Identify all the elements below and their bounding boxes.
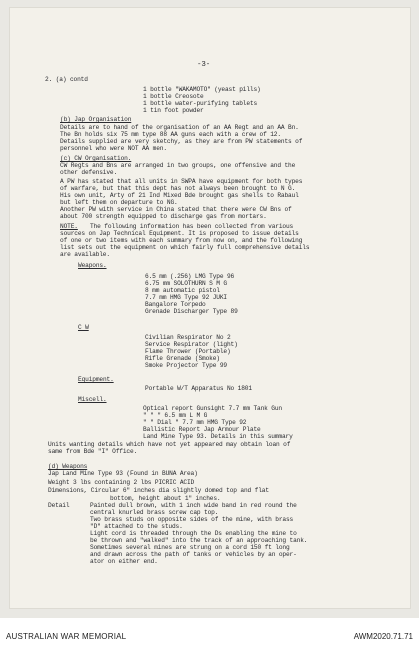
detail-label: Detail xyxy=(48,502,70,509)
reference-number: AWM2020.71.71 xyxy=(353,632,413,641)
body-line: Light cord is threaded through the Ds enabling the mine to xyxy=(90,530,297,537)
list-item: " " Dial " 7.7 mm HMG Type 92 xyxy=(143,419,247,426)
list-item: 6.75 mm SOLOTHURN S M G xyxy=(145,280,227,287)
body-line: Details supplied are very sketchy, as they are from PW statements of xyxy=(60,138,303,145)
body-line: sources on Jap Technical Equipment. It is proposed to issue details xyxy=(60,230,299,237)
list-item: 1 bottle water-purifying tablets xyxy=(143,100,258,107)
section-c-heading: (c) CW Organisation. xyxy=(60,155,132,162)
body-line: Another PW with service in China stated that there were CW Bns of xyxy=(60,206,292,213)
list-item: Land Mine Type 93. Details in this summary xyxy=(143,433,293,440)
body-line: of warfare, but that this dept has not always been brought to N G. xyxy=(60,185,296,192)
body-line: Units wanting details which have not yet appeared may obtain loan of xyxy=(48,441,291,448)
list-item: Portable W/T Apparatus No 1801 xyxy=(145,385,252,392)
section-d-heading: (d) Weapons xyxy=(48,463,88,470)
list-item: 6.5 mm (.256) LMG Type 96 xyxy=(145,273,235,280)
list-item: Grenade Discharger Type 89 xyxy=(145,308,238,315)
list-item: 7.7 mm HMG Type 92 JUKI xyxy=(145,294,227,301)
body-line: A PW has stated that all units in SWPA have equipment for both types xyxy=(60,178,303,185)
body-line: Jap Land Mine Type 93 (Found in BUNA Area) xyxy=(48,470,198,477)
body-line: His own unit, Arty of 21 Ind Mixed Bde brought gas shells to Rabaul xyxy=(60,192,299,199)
body-line: Weight 3 lbs containing 2 lbs PICRIC ACID xyxy=(48,479,195,486)
document-page xyxy=(10,8,410,608)
body-line: CW Regts and Bns are arranged in two groups, one offensive and the xyxy=(60,162,296,169)
page-number: -3- xyxy=(197,61,211,69)
section-b-heading: (b) Jap Organisation xyxy=(60,116,132,123)
body-line: ator on either end. xyxy=(90,558,158,565)
body-line: "D" attached to the studs. xyxy=(90,523,183,530)
list-item: Civilian Respirator No 2 xyxy=(145,334,231,341)
equipment-heading: Equipment. xyxy=(78,376,114,383)
body-line: other defensive. xyxy=(60,169,118,176)
body-line: and drawn across the path of tanks or vehicles by an oper- xyxy=(90,551,297,558)
list-item: Bangalore Torpedo xyxy=(145,301,206,308)
body-line: but left them on departure to NG. xyxy=(60,199,178,206)
body-line: be thrown and "walked" into the track of an approaching tank. xyxy=(90,537,308,544)
list-item: Rifle Grenade (Smoke) xyxy=(145,355,220,362)
list-item: Ballistic Report Jap Armour Plate xyxy=(143,426,261,433)
miscell-heading: Miscell. xyxy=(78,396,107,403)
note-label: NOTE. xyxy=(60,223,78,230)
body-line: Painted dull brown, with 1 inch wide band in red round the xyxy=(90,502,297,509)
list-item: 1 bottle Creosote xyxy=(143,93,204,100)
cw-heading: C W xyxy=(78,324,89,331)
list-item: " " " 6.5 mm L M G xyxy=(143,412,208,419)
body-line: central knurled brass screw cap top. xyxy=(90,509,219,516)
section-label: 2. (a) contd xyxy=(45,76,88,83)
body-line: are available. xyxy=(60,251,110,258)
list-item: 1 tin foot powder xyxy=(143,107,204,114)
institution-name: AUSTRALIAN WAR MEMORIAL xyxy=(6,632,127,641)
body-line: about 700 strength equipped to discharge gas from mortars. xyxy=(60,213,267,220)
body-line: Details are to hand of the organisation of an AA Regt and an AA Bn. xyxy=(60,124,299,131)
list-item: Optical report Gunsight 7.7 mm Tank Gun xyxy=(143,405,282,412)
list-item: 8 mm automatic pistol xyxy=(145,287,220,294)
list-item: 1 bottle "WAKAMOTO" (yeast pills) xyxy=(143,86,261,93)
list-item: Service Respirator (light) xyxy=(145,341,238,348)
archive-footer xyxy=(0,618,419,653)
list-item: Smoke Projector Type 99 xyxy=(145,362,227,369)
body-line: same from Bde "I" Office. xyxy=(48,448,138,455)
body-line: The Bn holds six 75 mm type 88 AA guns each with a crew of 12. xyxy=(60,131,281,138)
body-line: personnel who were NOT AA men. xyxy=(60,145,167,152)
body-line: bottom, height about 1" inches. xyxy=(110,495,221,502)
list-item: Flame Thrower (Portable) xyxy=(145,348,231,355)
body-line: of one or two items with each summary from now on, and the following xyxy=(60,237,303,244)
body-line: Sometimes several mines are strung on a cord 150 ft long xyxy=(90,544,290,551)
body-line: The following information has been collected from various xyxy=(90,223,294,230)
body-line: Two brass studs on opposite sides of the mine, with brass xyxy=(90,516,294,523)
weapons-heading: Weapons. xyxy=(78,262,107,269)
body-line: list sets out the equipment on which fairly full comprehensive details xyxy=(60,244,310,251)
body-line: Dimensions, Circular 6" inches dia slightly domed top and flat xyxy=(48,487,269,494)
